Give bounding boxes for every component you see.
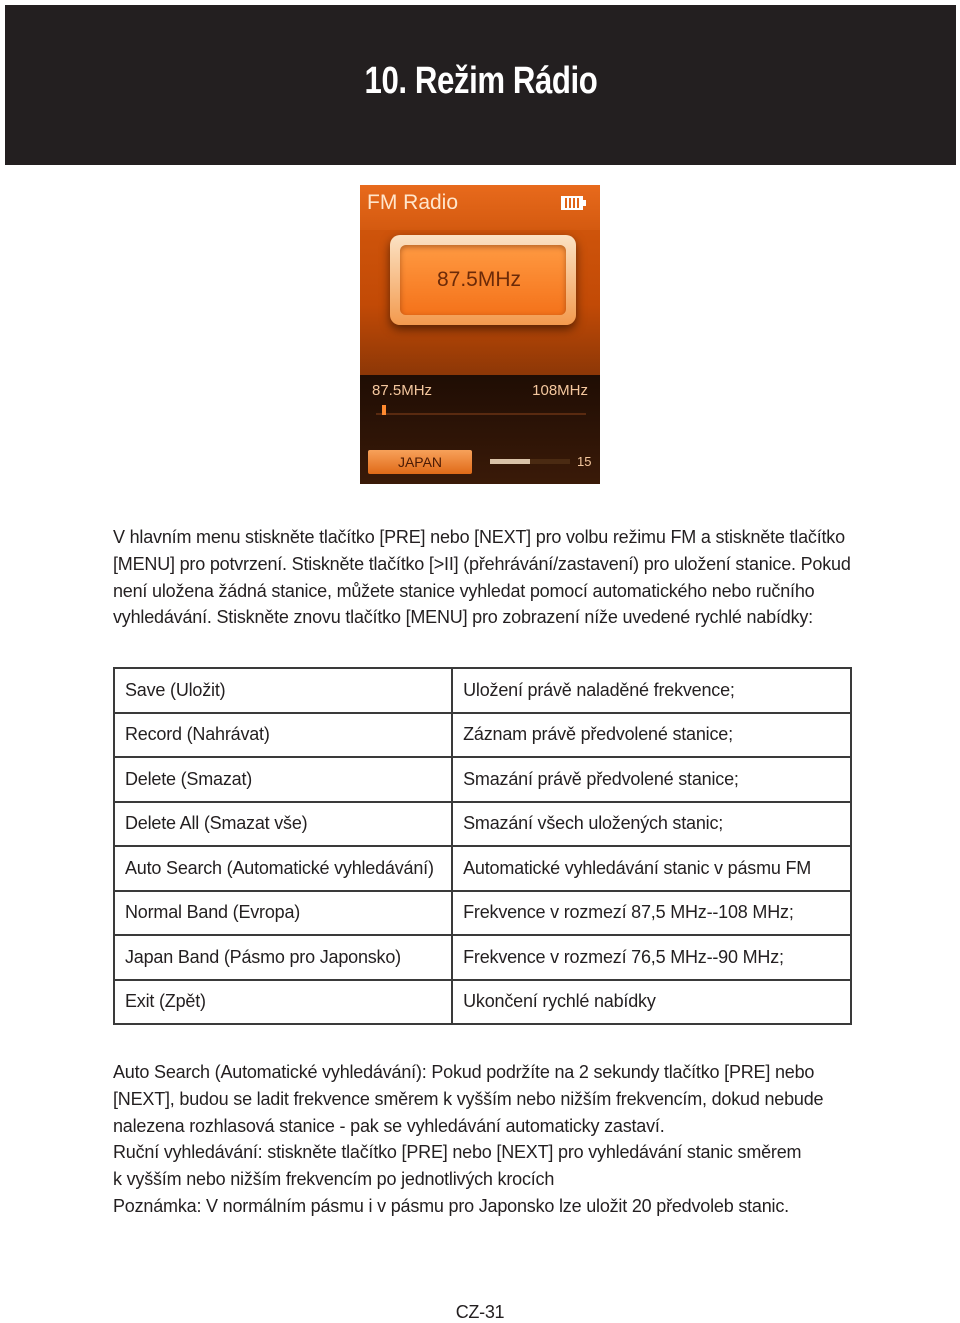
device-title: FM Radio [367,191,459,214]
range-max-label: 108MHz [532,382,588,399]
intro-line: vyhledávání. Stiskněte znovu tlačítko [MENU] pro zobrazení níže uvedené rychlé nabídky: [113,607,813,628]
band-button[interactable]: JAPAN [368,450,472,474]
table-row [114,713,851,758]
page-title: 10. Režim Rádio [364,59,597,102]
intro-line: [MENU] pro potvrzení. Stiskněte tlačítko [>II] (přehrávání/zastavení) pro uložení stanice. Pokud [113,553,851,574]
volume-bar [490,459,570,464]
notes-line: [NEXT], budou se ladit frekvence směrem k vyšším nebo nižším frekvencím, dokud nebude [113,1088,824,1109]
table-row [114,980,851,1025]
notes-line: Poznámka: V normálním pásmu i v pásmu pro Japonsko lze uložit 20 předvoleb stanic. [113,1195,789,1216]
table-row [114,802,851,847]
notes-line: k vyšším nebo nižším frekvencím po jednotlivých krocích [113,1169,555,1190]
frequency-display-inner [400,245,566,315]
menu-description: Frekvence v rozmezí 76,5 MHz--90 MHz; [452,935,851,980]
quick-menu-table [113,667,852,1025]
menu-description: Záznam právě předvolené stanice; [452,713,851,758]
menu-item: Exit (Zpět) [114,980,452,1025]
menu-item: Record (Nahrávat) [114,713,452,758]
current-frequency: 87.5MHz [436,268,522,291]
radio-screenshot [360,185,600,484]
menu-description: Frekvence v rozmezí 87,5 MHz--108 MHz; [452,891,851,936]
tuner-track [376,413,586,415]
menu-item: Japan Band (Pásmo pro Japonsko) [114,935,452,980]
tuner-marker [382,405,386,415]
menu-description: Ukončení rychlé nabídky [452,980,851,1025]
menu-item: Normal Band (Evropa) [114,891,452,936]
menu-item: Delete (Smazat) [114,757,452,802]
notes-line: nalezena rozhlasová stanice - pak se vyhledávání automaticky zastaví. [113,1115,665,1136]
table-row [114,757,851,802]
intro-paragraph [113,524,853,631]
intro-line: není uložena žádná stanice, můžete stanice vyhledat pomocí automatického nebo ručního [113,580,815,601]
menu-item: Save (Uložit) [114,668,452,713]
table-row [114,846,851,891]
device-title-bar [360,185,600,230]
notes-line: Auto Search (Automatické vyhledávání): Pokud podržíte na 2 sekundy tlačítko [PRE] nebo [113,1062,815,1082]
range-min-label: 87.5MHz [372,382,433,399]
battery-icon [561,196,583,210]
menu-item: Auto Search (Automatické vyhledávání) [114,846,452,891]
notes-line: Ruční vyhledávání: stiskněte tlačítko [PRE] nebo [NEXT] pro vyhledávání stanic směrem [113,1142,802,1163]
frequency-display [390,235,576,325]
menu-description: Automatické vyhledávání stanic v pásmu FM [452,846,851,891]
volume-fill [490,459,530,464]
volume-value: 15 [577,454,592,469]
menu-description: Uložení právě naladěné frekvence; [452,668,851,713]
notes-paragraph [113,1059,853,1220]
menu-description: Smazání všech uložených stanic; [452,802,851,847]
header-bar [5,5,956,165]
table-row [114,891,851,936]
table-row [114,935,851,980]
intro-line: V hlavním menu stiskněte tlačítko [PRE] nebo [NEXT] pro volbu režimu FM a stiskněte tlačítko [113,527,845,547]
menu-item: Delete All (Smazat vše) [114,802,452,847]
page-number: CZ-31 [455,1302,505,1322]
table-row [114,668,851,713]
menu-description: Smazání právě předvolené stanice; [452,757,851,802]
